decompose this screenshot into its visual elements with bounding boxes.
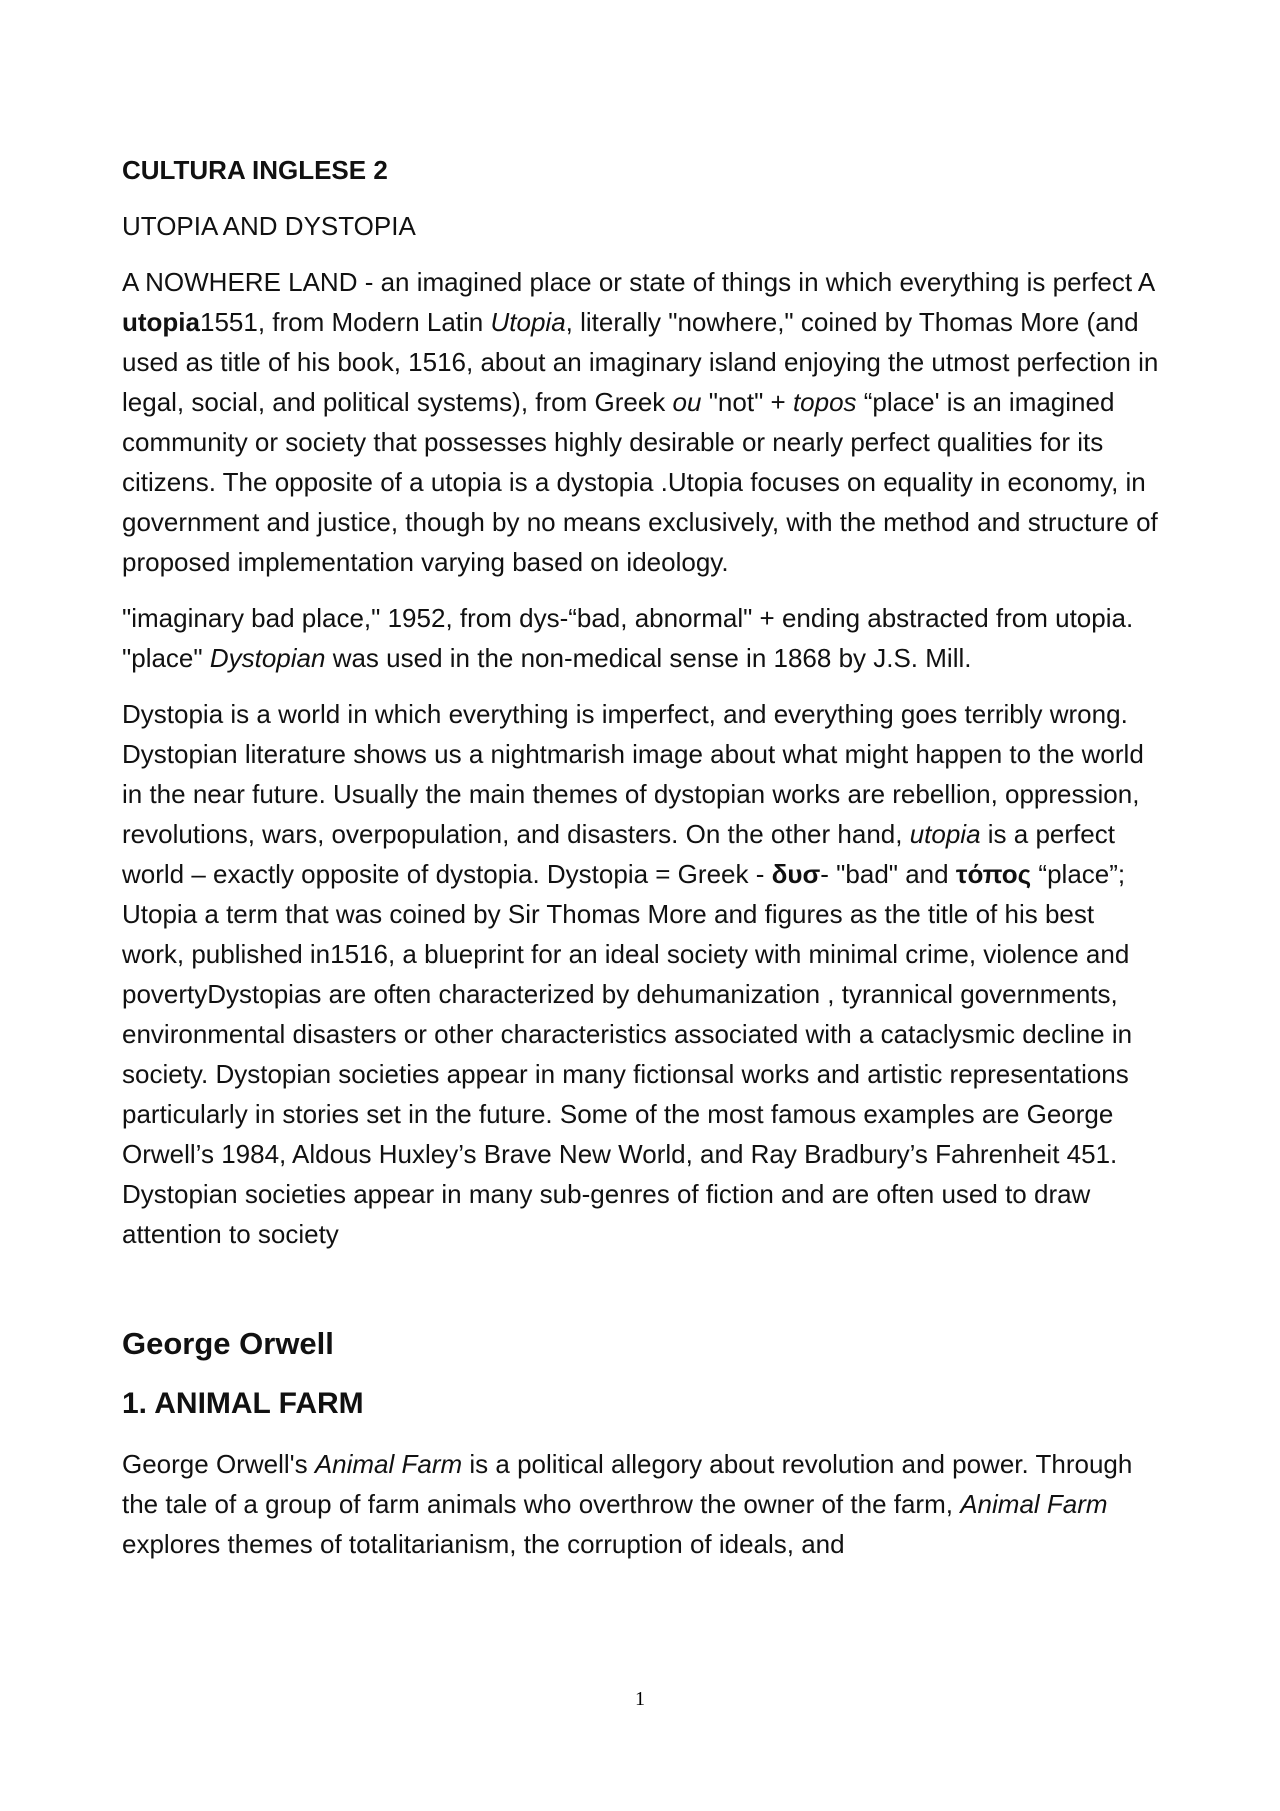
text-run: explores themes of totalitarianism, the corruption of ideals, and	[122, 1529, 845, 1559]
text-run: "imaginary bad place," 1952, from dys-“bad, abnormal" + ending abstracted from utopia. "place"	[122, 603, 1134, 673]
italic-term-utopia: Utopia	[490, 307, 566, 337]
text-run: was used in the non-medical sense in 1868 by J.S. Mill.	[325, 643, 972, 673]
page-number: 1	[635, 1688, 645, 1710]
italic-term-topos: topos	[792, 387, 857, 417]
paragraph-animal-farm	[122, 1444, 1160, 1564]
text-run: “place”; Utopia a term that was coined by Sir Thomas More and figures as the title of his best work, published in1516, a blueprint for an ideal society with minimal crime, violence and povertyDystopias are often characterized by dehumanization , tyrannical governments, environmental disasters or other characteristics associated with a cataclysmic decline in society. Dystopian societies appear in many fictionsal works and artistic representations particularly in stories set in the future. Some of the most famous examples are George Orwell’s 1984, Aldous Huxley’s Brave New World, and Ray Bradbury’s Fahrenheit 451. Dystopian societies appear in many sub-genres of fiction and are often used to draw attention to society	[122, 859, 1133, 1249]
text-run: , literally "nowhere," coined by Thomas More (and used as title of his book, 1516, about an imaginary island enjoying the utmost perfection in legal, social, and political systems), from Greek	[122, 307, 1159, 417]
bold-term-utopia: utopia	[122, 307, 200, 337]
paragraph-utopia-definition	[122, 262, 1160, 582]
text-run: Dystopia is a world in which everything is imperfect, and everything goes terribly wrong. Dystopian literature shows us a nightmarish image about what might happen to the world in the near future. Usually the main themes of dystopian works are rebellion, oppression, revolutions, wars, overpopulation, and disasters. On the other hand,	[122, 699, 1144, 849]
italic-term-ou: ou	[672, 387, 702, 417]
text-run: A NOWHERE LAND - an imagined place or state of things in which everything is perfect A	[122, 267, 1154, 297]
bold-term-greek-dys: δυσ	[771, 859, 821, 889]
text-run: - "bad" and	[820, 859, 956, 889]
text-run: George Orwell's	[122, 1449, 315, 1479]
bold-term-greek-topos: τόπος	[955, 859, 1032, 889]
italic-term-dystopian: Dystopian	[209, 643, 326, 673]
italic-title-animal-farm: Animal Farm	[960, 1489, 1108, 1519]
document-subtitle: UTOPIA AND DYSTOPIA	[122, 211, 416, 241]
paragraph-dystopia-description	[122, 694, 1160, 1254]
italic-title-animal-farm: Animal Farm	[314, 1449, 463, 1479]
subsection-heading-animal-farm: 1. ANIMAL FARM	[122, 1387, 364, 1420]
paragraph-dystopia-etymology	[122, 598, 1160, 678]
section-heading-george-orwell: George Orwell	[122, 1326, 334, 1361]
text-run: "not" +	[701, 387, 793, 417]
document-title: CULTURA INGLESE 2	[122, 155, 388, 185]
text-run: 1551, from Modern Latin	[200, 307, 491, 337]
text-run: is a political allegory about revolution and power. Through the tale of a group of farm animals who overthrow the owner of the farm,	[122, 1449, 1133, 1519]
italic-term-utopia: utopia	[909, 819, 981, 849]
text-run: is a perfect world – exactly opposite of dystopia. Dystopia = Greek -	[122, 819, 1115, 889]
text-run: “place' is an imagined community or society that possesses highly desirable or nearly perfect qualities for its citizens. The opposite of a utopia is a dystopia .Utopia focuses on equality in economy, in government and justice, though by no means exclusively, with the method and structure of proposed implementation varying based on ideology.	[122, 387, 1158, 577]
